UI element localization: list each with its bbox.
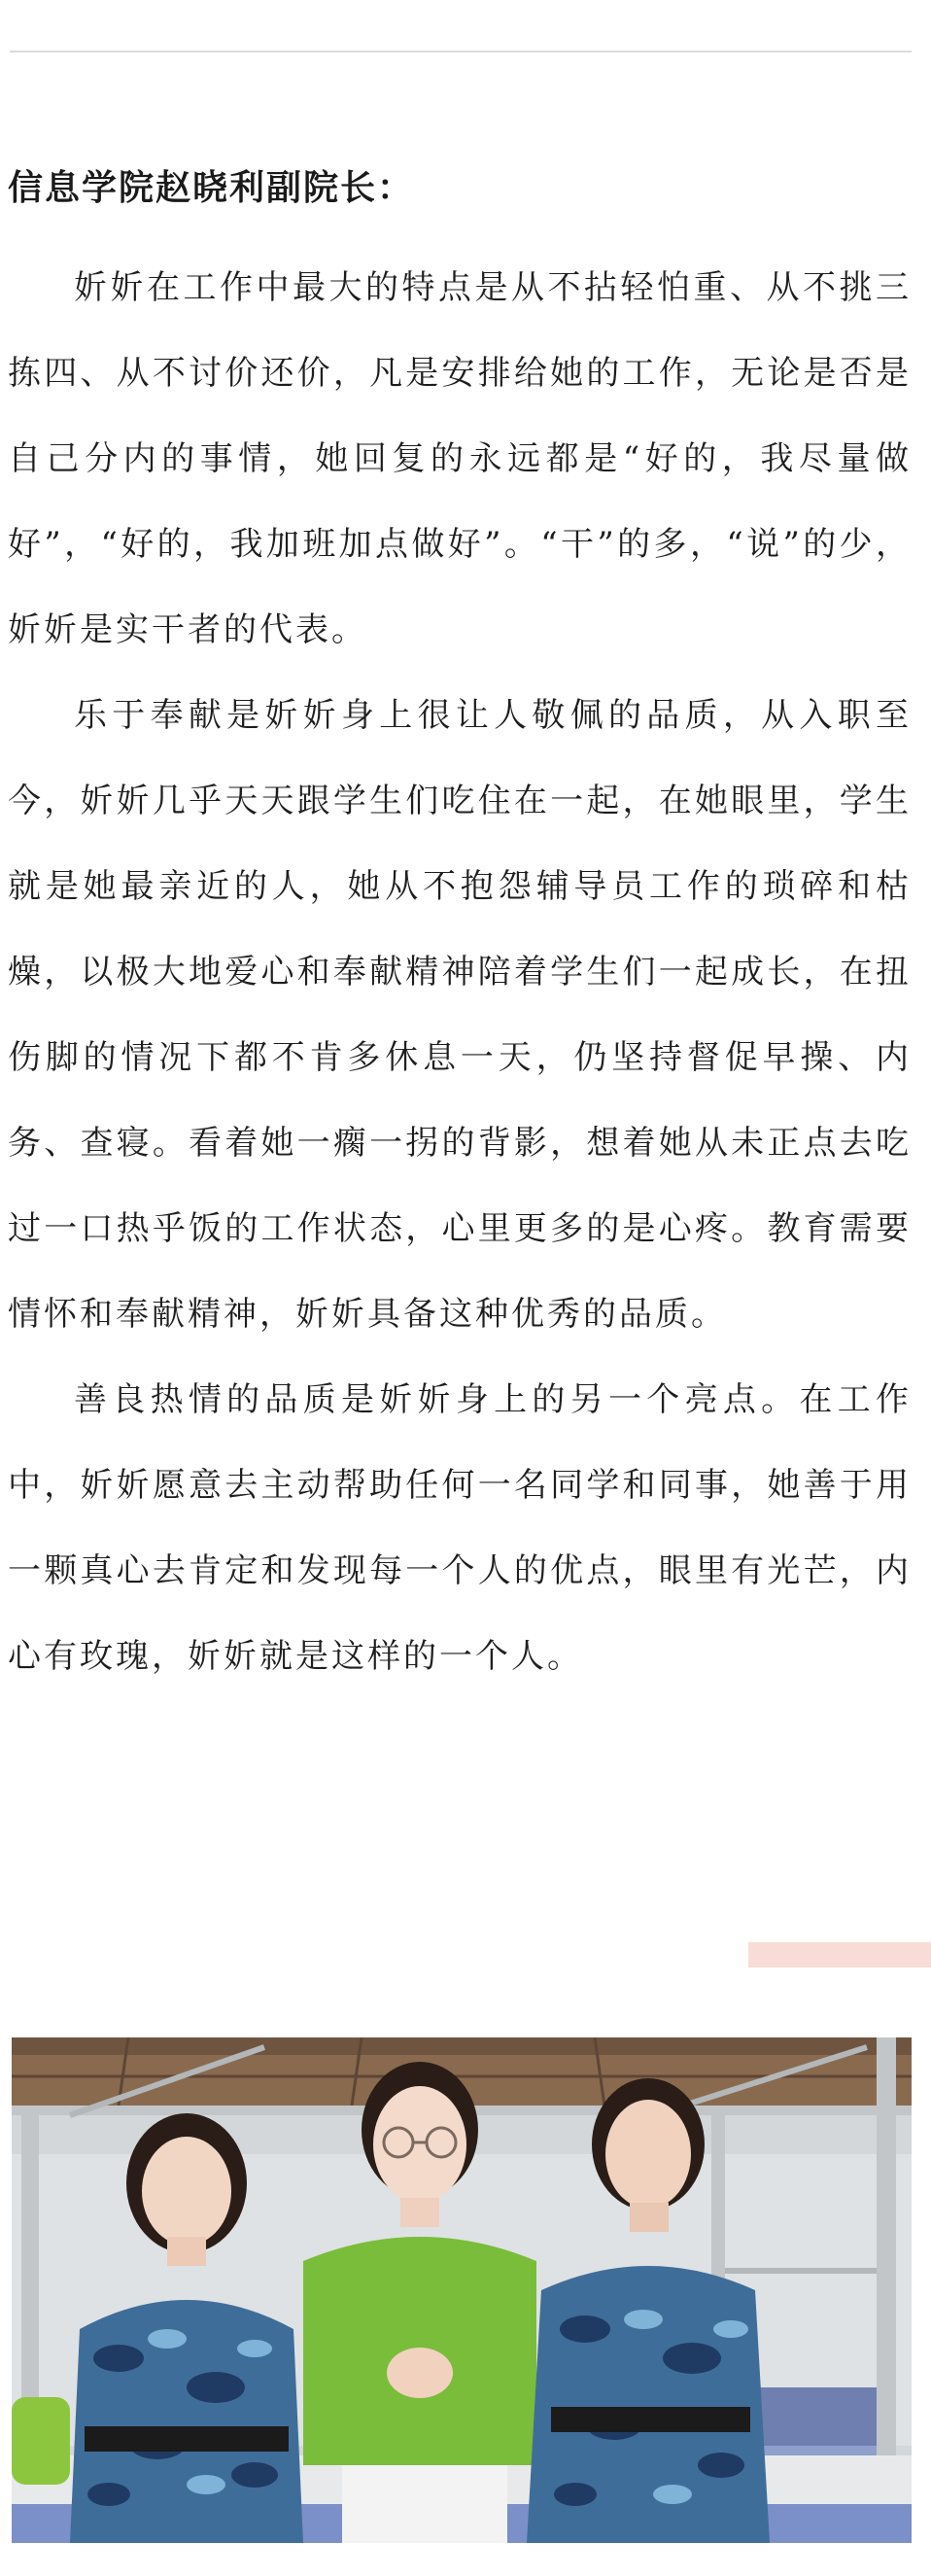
dormitory-photo-illustration (12, 2037, 912, 2543)
paragraph-3: 善良热情的品质是妡妡身上的另一个亮点。在工作中，妡妡愿意去主动帮助任何一名同学和同事，她善于用一颗真心去肯定和发现每一个人的优点，眼里有光芒，内心有玫瑰，妡妡就是这样的一个人。 (8, 1380, 912, 1676)
dormitory-photo (12, 2037, 912, 2543)
article-heading: 信息学院赵晓利副院长： (8, 168, 415, 208)
paragraph-1: 妡妡在工作中最大的特点是从不拈轻怕重、从不挑三拣四、从不讨价还价，凡是安排给她的工作，无论是否是自己分内的事情，她回复的永远都是“好的，我尽量做好”，“好的，我加班加点做好”。“干”的多，“说”的少，妡妡是实干者的代表。 (8, 268, 912, 649)
paragraph-2: 乐于奉献是妡妡身上很让人敬佩的品质，从入职至今，妡妡几乎天天跟学生们吃住在一起，在她眼里，学生就是她最亲近的人，她从不抱怨辅导员工作的琐碎和枯燥，以极大地爱心和奉献精神陪着学生们一起成长，在扭伤脚的情况下都不肯多休息一天，仍坚持督促早操、内务、查寝。看着她一瘸一拐的背影，想着她从未正点去吃过一口热乎饭的工作状态，心里更多的是心疼。教育需要情怀和奉献精神，妡妡具备这种优秀的品质。 (8, 696, 912, 1334)
article-body (8, 245, 912, 1699)
top-divider (10, 51, 912, 52)
decorative-accent-bar (748, 1942, 931, 1967)
